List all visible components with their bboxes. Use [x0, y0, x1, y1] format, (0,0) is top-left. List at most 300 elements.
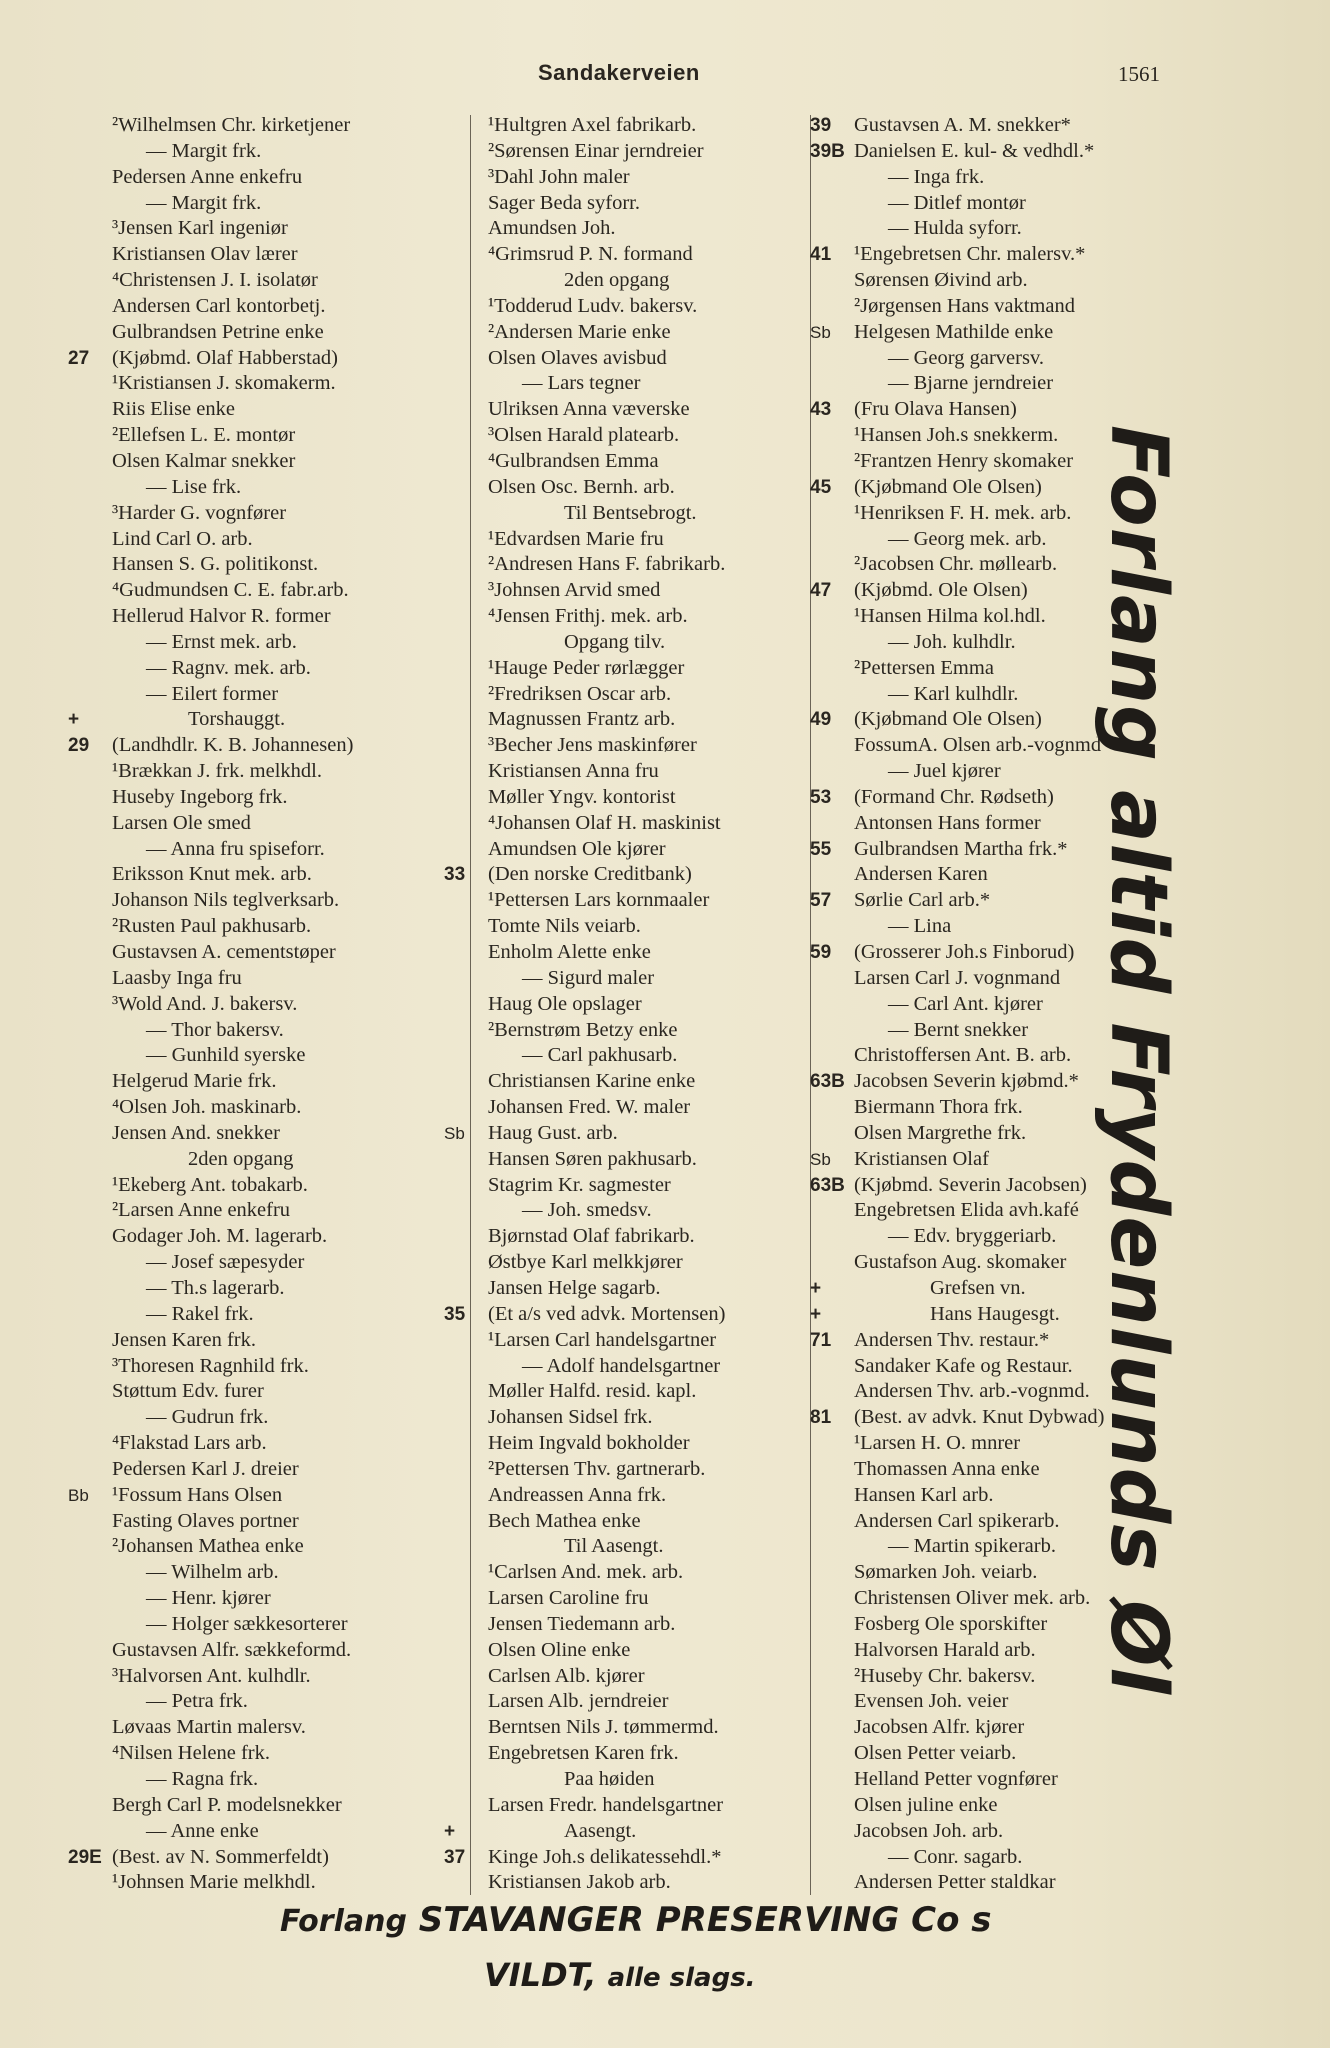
entry-text: Berntsen Nils J. tømmermd.: [488, 1716, 719, 1739]
entry-text: Tomte Nils veiarb.: [488, 915, 641, 938]
entry-text: ¹Engebretsen Chr. malersv.*: [854, 243, 1086, 266]
directory-entry: [444, 165, 804, 191]
entry-text: ²Jacobsen Chr. møllearb.: [854, 553, 1058, 576]
entry-text: — Margit frk.: [146, 139, 262, 162]
directory-entry: [444, 1379, 804, 1405]
directory-entry: [444, 785, 804, 811]
ad-suffix: alle slags.: [607, 1963, 756, 1993]
entry-text: ¹Pettersen Lars kornmaaler: [488, 889, 710, 912]
entry-text: — Ragna frk.: [146, 1768, 259, 1790]
entry-text: Christiansen Karine enke: [488, 1070, 696, 1093]
directory-entry: [68, 1224, 428, 1250]
entry-text: Olsen Margrethe frk.: [854, 1121, 1027, 1144]
entry-text: ¹Hultgren Axel fabrikarb.: [488, 114, 697, 136]
directory-entry: [444, 811, 804, 837]
directory-entry: [444, 423, 804, 449]
entry-text: Jacobsen Alfr. kjører: [854, 1716, 1025, 1739]
entry-text: Johansen Fred. W. maler: [488, 1096, 691, 1119]
directory-entry: [810, 1715, 1170, 1741]
directory-entry: [68, 656, 428, 682]
directory-entry: [68, 113, 428, 139]
directory-entry: [68, 501, 428, 527]
entry-text: Sager Beda syforr.: [488, 191, 640, 214]
directory-entry: [68, 294, 428, 320]
directory-entry: [810, 268, 1170, 294]
entry-text: (Kjøbmd. Ole Olsen): [854, 579, 1028, 602]
cross-street-marker: +: [444, 1820, 456, 1842]
directory-entry: [444, 294, 804, 320]
entry-text: Godager Joh. M. lagerarb.: [112, 1225, 328, 1248]
entry-text: — Adolf handelsgartner: [522, 1354, 721, 1377]
entry-text: — Hulda syforr.: [888, 217, 1022, 240]
entry-text: — Lars tegner: [522, 372, 641, 395]
entry-text: — Georg mek. arb.: [888, 527, 1047, 550]
entry-text: Huseby Ingeborg frk.: [112, 785, 288, 808]
entry-text: Jacobsen Severin kjøbmd.*: [854, 1070, 1079, 1093]
directory-entry: [444, 1043, 804, 1069]
entry-text: Løvaas Martin malersv.: [112, 1716, 306, 1739]
entry-text: Gustafson Aug. skomaker: [854, 1251, 1067, 1274]
directory-entry: [68, 1095, 428, 1121]
entry-text: Hansen Karl arb.: [854, 1483, 994, 1506]
house-number: 63B: [810, 1071, 845, 1093]
directory-entry: [444, 1741, 804, 1767]
directory-entry: [444, 1483, 804, 1509]
cross-street-marker: +: [810, 1303, 822, 1325]
directory-entry: [68, 1043, 428, 1069]
entry-text: — Henr. kjører: [146, 1587, 271, 1610]
directory-entry: [444, 1819, 804, 1845]
entry-text: Danielsen E. kul- & vedhdl.*: [854, 139, 1095, 162]
house-number: Bb: [68, 1485, 89, 1505]
entry-text: Kinge Joh.s delikatessehdl.*: [488, 1845, 722, 1868]
directory-entry: [68, 268, 428, 294]
directory-entry: [68, 966, 428, 992]
entry-text: ¹Hansen Joh.s snekkerm.: [854, 424, 1059, 447]
entry-text: Aasengt.: [564, 1819, 637, 1842]
entry-text: Engebretsen Elida avh.kafé: [854, 1199, 1079, 1222]
directory-entry: [444, 1198, 804, 1224]
house-number: 55: [810, 838, 832, 860]
directory-entry: [68, 1586, 428, 1612]
entry-text: — Lise frk.: [146, 475, 242, 498]
entry-text: Olsen Oline enke: [488, 1638, 631, 1661]
directory-entry: [68, 1069, 428, 1095]
directory-entry: [68, 1457, 428, 1483]
entry-text: — Gudrun frk.: [146, 1406, 269, 1429]
directory-entry: [810, 1819, 1170, 1845]
directory-entry: [68, 1767, 428, 1793]
directory-entry: [444, 888, 804, 914]
directory-entry: [68, 1689, 428, 1715]
entry-text: — Carl Ant. kjører: [888, 992, 1043, 1015]
entry-text: Helgerud Marie frk.: [112, 1070, 277, 1093]
directory-entry: [810, 1767, 1170, 1793]
directory-entry: [68, 1741, 428, 1767]
house-number: 45: [810, 476, 832, 498]
directory-entry: [68, 1638, 428, 1664]
column-2: [444, 113, 804, 1896]
house-number: 71: [810, 1329, 832, 1351]
entry-text: ⁴Christensen J. I. isolatør: [112, 269, 318, 292]
entry-text: Møller Yngv. kontorist: [488, 785, 676, 808]
directory-entry: [444, 216, 804, 242]
entry-text: — Martin spikerarb.: [888, 1535, 1056, 1558]
entry-text: Sømarken Joh. veiarb.: [854, 1561, 1038, 1584]
entry-text: Riis Elise enke: [112, 398, 235, 421]
directory-entry: [810, 371, 1170, 397]
entry-text: ¹Hansen Hilma kol.hdl.: [854, 605, 1046, 628]
entry-text: (Best. av N. Sommerfeldt): [112, 1845, 329, 1868]
directory-entry: [810, 139, 1170, 165]
directory-entry: [444, 346, 804, 372]
entry-text: ³Thoresen Ragnhild frk.: [112, 1354, 309, 1377]
entry-text: (Et a/s ved advk. Mortensen): [488, 1302, 726, 1325]
directory-entry: [68, 1121, 428, 1147]
directory-entry: [444, 475, 804, 501]
ad-prefix: Forlang: [280, 1904, 407, 1939]
directory-entry: [68, 940, 428, 966]
directory-entry: [444, 1405, 804, 1431]
house-number: 29E: [68, 1846, 102, 1868]
directory-entry: [444, 1147, 804, 1173]
directory-entry: [444, 1173, 804, 1199]
entry-text: Stagrim Kr. sagmester: [488, 1173, 671, 1196]
house-number: 53: [810, 786, 832, 808]
entry-text: — Ditlef montør: [888, 191, 1026, 214]
entry-text: — Georg garversv.: [888, 346, 1044, 369]
directory-entry: [444, 707, 804, 733]
entry-text: Evensen Joh. veier: [854, 1690, 1009, 1713]
entry-text: Bjørnstad Olaf fabrikarb.: [488, 1225, 695, 1248]
entry-text: — Karl kulhdlr.: [888, 682, 1019, 705]
entry-text: Larsen Carl J. vognmand: [854, 966, 1061, 989]
directory-entry: [68, 139, 428, 165]
directory-entry: [68, 1845, 428, 1871]
house-number: 59: [810, 942, 832, 963]
entry-text: Biermann Thora frk.: [854, 1096, 1023, 1119]
directory-entry: [444, 449, 804, 475]
entry-text: ²Pettersen Thv. gartnerarb.: [488, 1457, 706, 1480]
entry-text: — Anna fru spiseforr.: [146, 837, 325, 860]
entry-text: Olsen Osc. Bernh. arb.: [488, 475, 675, 498]
directory-entry: [444, 113, 804, 139]
directory-entry: [68, 191, 428, 217]
directory-entry: [444, 1509, 804, 1535]
entry-text: Christoffersen Ant. B. arb.: [854, 1044, 1072, 1067]
entry-text: Olsen juline enke: [854, 1793, 998, 1816]
directory-entry: [444, 630, 804, 656]
ad-brand: STAVANGER PRESERVING Co s: [418, 1900, 992, 1940]
entry-text: Heim Ingvald bokholder: [488, 1432, 690, 1455]
entry-text: ³Harder G. vognfører: [112, 501, 287, 524]
directory-entry: [68, 1018, 428, 1044]
entry-text: ¹Brækkan J. frk. melkhdl.: [112, 760, 322, 783]
directory-entry: [68, 527, 428, 553]
entry-text: Andersen Carl kontorbetj.: [112, 294, 326, 317]
house-number: 63B: [810, 1174, 845, 1196]
entry-text: Johansen Sidsel frk.: [488, 1406, 653, 1429]
entry-text: — Rakel frk.: [146, 1302, 254, 1325]
house-number: 39: [810, 115, 832, 136]
entry-text: Støttum Edv. furer: [112, 1380, 264, 1403]
entry-text: Torshauggt.: [188, 708, 286, 731]
entry-text: Bech Mathea enke: [488, 1509, 641, 1532]
entry-text: Olsen Olaves avisbud: [488, 346, 667, 369]
entry-text: (Kjøbmd. Severin Jacobsen): [854, 1173, 1087, 1196]
house-number: 33: [444, 864, 466, 886]
directory-entry: [444, 1612, 804, 1638]
entry-text: Gulbrandsen Martha frk.*: [854, 837, 1068, 860]
entry-text: Enholm Alette enke: [488, 941, 651, 963]
ad-product: VILDT,: [484, 1956, 597, 1994]
entry-text: ²Huseby Chr. bakersv.: [854, 1664, 1036, 1687]
directory-entry: [444, 1328, 804, 1354]
directory-entry: [444, 320, 804, 346]
entry-text: — Juel kjører: [888, 760, 1001, 783]
entry-text: Til Aasengt.: [564, 1535, 664, 1558]
page-title: Sandakerveien: [538, 60, 700, 85]
entry-text: — Carl pakhusarb.: [522, 1044, 678, 1067]
entry-text: ⁴Jensen Frithj. mek. arb.: [488, 605, 688, 628]
directory-entry: [68, 1379, 428, 1405]
entry-text: ²Jørgensen Hans vaktmand: [854, 294, 1075, 317]
entry-text: Bergh Carl P. modelsnekker: [112, 1793, 342, 1816]
directory-entry: [444, 268, 804, 294]
entry-text: ²Rusten Paul pakhusarb.: [112, 915, 312, 938]
entry-text: Johanson Nils teglverksarb.: [112, 889, 340, 912]
entry-text: ²Andresen Hans F. fabrikarb.: [488, 553, 726, 576]
entry-text: ¹Todderud Ludv. bakersv.: [488, 294, 698, 317]
directory-entry: [68, 630, 428, 656]
entry-text: 2den opgang: [564, 269, 670, 292]
entry-text: Larsen Fredr. handelsgartner: [488, 1793, 724, 1816]
entry-text: ¹Hauge Peder rørlægger: [488, 656, 685, 679]
directory-entry: [444, 862, 804, 888]
entry-text: — Th.s lagerarb.: [146, 1276, 285, 1299]
house-number: 49: [810, 709, 832, 731]
directory-entry: [444, 1121, 804, 1147]
entry-text: ²Wilhelmsen Chr. kirketjener: [112, 114, 351, 136]
directory-entry: [444, 759, 804, 785]
directory-entry: [810, 294, 1170, 320]
entry-text: — Wilhelm arb.: [146, 1561, 279, 1584]
directory-entry: [68, 862, 428, 888]
entry-text: — Josef sæpesyder: [146, 1251, 305, 1274]
entry-text: Haug Gust. arb.: [488, 1121, 618, 1144]
entry-text: ⁴Gudmundsen C. E. fabr.arb.: [112, 579, 349, 602]
entry-text: FossumA. Olsen arb.-vognmd: [854, 734, 1102, 757]
entry-text: — Margit frk.: [146, 191, 262, 214]
entry-text: Grefsen vn.: [930, 1276, 1026, 1299]
entry-text: ²Andersen Marie enke: [488, 320, 671, 343]
directory-entry: [444, 139, 804, 165]
directory-entry: [68, 578, 428, 604]
directory-entry: [68, 165, 428, 191]
entry-text: Helgesen Mathilde enke: [854, 320, 1054, 343]
directory-entry: [68, 1198, 428, 1224]
entry-text: Østbye Karl melkkjører: [488, 1251, 683, 1274]
directory-entry: [68, 1250, 428, 1276]
directory-entry: [68, 552, 428, 578]
entry-text: Andersen Petter staldkar: [854, 1871, 1056, 1894]
directory-entry: [68, 1483, 428, 1509]
entry-text: — Edv. bryggeriarb.: [888, 1225, 1057, 1248]
directory-entry: [68, 1405, 428, 1431]
entry-text: ¹Kristiansen J. skomakerm.: [112, 372, 336, 395]
entry-text: ¹Larsen H. O. mnrer: [854, 1432, 1021, 1455]
entry-text: ⁴Flakstad Lars arb.: [112, 1432, 267, 1455]
directory-entry: [68, 811, 428, 837]
entry-text: Fasting Olaves portner: [112, 1509, 299, 1532]
directory-entry: [444, 992, 804, 1018]
entry-text: — Joh. kulhdlr.: [888, 630, 1016, 653]
entry-text: ³Olsen Harald platearb.: [488, 424, 680, 447]
entry-text: Andersen Thv. restaur.*: [854, 1328, 1050, 1351]
directory-entry: [810, 165, 1170, 191]
directory-entry: [68, 837, 428, 863]
entry-text: 2den opgang: [188, 1147, 294, 1170]
directory-entry: [68, 1173, 428, 1199]
directory-entry: [444, 1638, 804, 1664]
entry-text: Carlsen Alb. kjører: [488, 1664, 645, 1687]
entry-text: Jensen And. snekker: [112, 1121, 280, 1144]
entry-text: Kristiansen Olav lærer: [112, 243, 298, 266]
entry-text: Larsen Caroline fru: [488, 1587, 649, 1610]
directory-entry: [68, 423, 428, 449]
entry-text: — Eilert former: [146, 682, 279, 705]
cross-street-marker: +: [810, 1277, 822, 1299]
entry-text: Jensen Tiedemann arb.: [488, 1612, 676, 1635]
entry-text: (Formand Chr. Rødseth): [854, 785, 1054, 808]
directory-entry: [444, 501, 804, 527]
entry-text: Andreassen Anna frk.: [488, 1483, 667, 1506]
directory-entry: [444, 1354, 804, 1380]
entry-text: — Lina: [888, 915, 952, 938]
directory-entry: [810, 242, 1170, 268]
directory-entry: [444, 1018, 804, 1044]
directory-entry: [444, 1845, 804, 1871]
directory-entry: [68, 604, 428, 630]
directory-entry: [68, 1354, 428, 1380]
entry-text: Jensen Karen frk.: [112, 1328, 257, 1351]
entry-text: — Petra frk.: [146, 1690, 248, 1713]
directory-entry: [444, 371, 804, 397]
bottom-advertisement-line-1: [280, 1900, 992, 1940]
directory-entry: [68, 888, 428, 914]
entry-text: (Kjøbmand Ole Olsen): [854, 708, 1042, 731]
directory-entry: [810, 113, 1170, 139]
entry-text: ²Pettersen Emma: [854, 656, 994, 679]
entry-text: (Kjøbmd. Olaf Habberstad): [112, 346, 339, 369]
entry-text: — Anne enke: [146, 1819, 259, 1842]
directory-entry: [444, 966, 804, 992]
entry-text: (Kjøbmand Ole Olsen): [854, 475, 1042, 498]
page-number: 1561: [1118, 62, 1160, 86]
directory-entry: [68, 449, 428, 475]
entry-text: ³Dahl John maler: [488, 165, 630, 188]
entry-text: ⁴Nilsen Helene frk.: [112, 1742, 270, 1765]
entry-text: Gustavsen A. cementstøper: [112, 941, 336, 963]
entry-text: Til Bentsebrogt.: [564, 501, 697, 524]
cross-street-marker: +: [68, 709, 80, 731]
directory-entry: [810, 1793, 1170, 1819]
directory-entry: [68, 397, 428, 423]
directory-entry: [68, 242, 428, 268]
directory-entry: [444, 1457, 804, 1483]
directory-entry: [810, 397, 1170, 423]
directory-entry: [444, 242, 804, 268]
directory-entry: [68, 1328, 428, 1354]
directory-entry: [68, 733, 428, 759]
entry-text: — Ernst mek. arb.: [146, 630, 297, 653]
directory-entry: [810, 1845, 1170, 1871]
entry-text: Helland Petter vognfører: [854, 1768, 1058, 1790]
entry-text: ³Becher Jens maskinfører: [488, 734, 697, 757]
entry-text: Kristiansen Olaf: [854, 1147, 989, 1170]
directory-entry: [810, 1870, 1170, 1896]
entry-text: Laasby Inga fru: [112, 966, 242, 989]
directory-entry: [810, 320, 1170, 346]
entry-text: Ulriksen Anna væverske: [488, 398, 690, 421]
entry-text: ²Johansen Mathea enke: [112, 1535, 304, 1558]
entry-text: ²Bernstrøm Betzy enke: [488, 1018, 678, 1041]
directory-entry: [444, 604, 804, 630]
entry-text: ⁴Gulbrandsen Emma: [488, 449, 659, 472]
directory-entry: [444, 1586, 804, 1612]
entry-text: Christensen Oliver mek. arb.: [854, 1587, 1091, 1610]
directory-entry: [68, 320, 428, 346]
entry-text: — Bernt snekker: [888, 1018, 1029, 1041]
directory-entry: [68, 992, 428, 1018]
entry-text: Larsen Ole smed: [112, 811, 251, 834]
directory-entry: [68, 1612, 428, 1638]
entry-text: Haug Ole opslager: [488, 992, 642, 1015]
directory-entry: [810, 1741, 1170, 1767]
directory-entry: [68, 785, 428, 811]
directory-entry: [68, 1509, 428, 1535]
entry-text: Jansen Helge sagarb.: [488, 1276, 661, 1299]
entry-text: (Fru Olava Hansen): [854, 398, 1017, 421]
entry-text: ¹Henriksen F. H. mek. arb.: [854, 501, 1072, 524]
entry-text: Jacobsen Joh. arb.: [854, 1819, 1004, 1842]
entry-text: — Inga frk.: [888, 165, 985, 188]
entry-text: Sørensen Øivind arb.: [854, 269, 1028, 292]
entry-text: — Holger sækkesorterer: [146, 1612, 348, 1635]
entry-text: Eriksson Knut mek. arb.: [112, 863, 312, 886]
entry-text: ²Larsen Anne enkefru: [112, 1199, 291, 1222]
directory-entry: [444, 397, 804, 423]
directory-entry: [444, 1560, 804, 1586]
entry-text: — Gunhild syerske: [146, 1044, 306, 1067]
entry-text: Sørlie Carl arb.*: [854, 889, 991, 912]
directory-entry: [444, 1224, 804, 1250]
directory-entry: [444, 527, 804, 553]
entry-text: Larsen Alb. jerndreier: [488, 1690, 669, 1713]
directory-entry: [68, 759, 428, 785]
directory-entry: [444, 191, 804, 217]
entry-text: ²Sørensen Einar jerndreier: [488, 139, 704, 162]
entry-text: (Best. av advk. Knut Dybwad): [854, 1406, 1105, 1429]
entry-text: Andersen Carl spikerarb.: [854, 1509, 1060, 1532]
directory-entry: [68, 1276, 428, 1302]
entry-text: — Joh. smedsv.: [522, 1199, 652, 1222]
entry-text: (Den norske Creditbank): [488, 863, 692, 886]
bottom-advertisement-line-2: [484, 1956, 756, 1994]
entry-text: Magnussen Frantz arb.: [488, 708, 676, 731]
entry-text: Andersen Karen: [854, 863, 988, 886]
house-number: Sb: [810, 322, 831, 342]
